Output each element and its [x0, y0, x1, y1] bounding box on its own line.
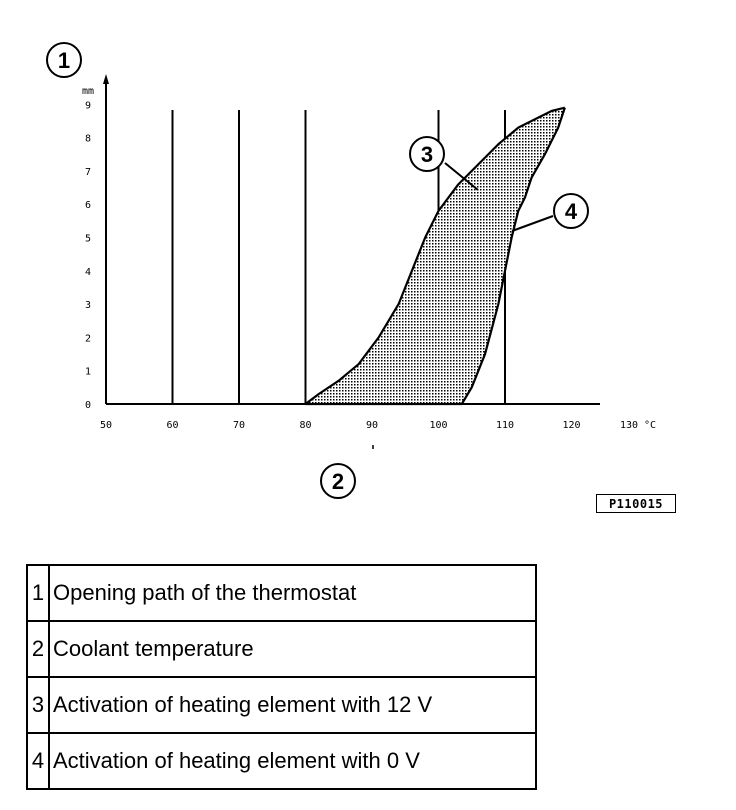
legend-row — [27, 677, 536, 733]
svg-text:1: 1 — [57, 48, 71, 73]
x-tick-label: 120 — [562, 420, 581, 431]
figure-id: P110015 — [596, 494, 676, 513]
x-tick-label: 70 — [232, 420, 246, 431]
x-tick-label: 130 °C — [619, 420, 657, 431]
x-tick-label: 110 — [495, 420, 515, 431]
y-tick-label: 7 — [84, 166, 92, 178]
callout-1 — [47, 43, 81, 77]
y-tick-label: 4 — [84, 266, 92, 278]
legend-text: Coolant temperature — [49, 621, 536, 677]
y-axis-arrow — [103, 74, 109, 84]
x-tick-label: 100 — [429, 420, 448, 431]
x-tick-label: 60 — [166, 420, 179, 431]
legend-num: 4 — [27, 733, 49, 789]
legend-table — [26, 564, 537, 790]
legend-num: 1 — [27, 565, 49, 621]
svg-text:2: 2 — [331, 469, 345, 494]
svg-text:4: 4 — [564, 199, 578, 224]
x-tick-label: 80 — [299, 420, 312, 431]
y-tick-label: 5 — [84, 233, 92, 245]
legend-text: Activation of heating element with 12 V — [49, 677, 536, 733]
y-tick-label: 6 — [84, 200, 92, 212]
callout-2 — [321, 464, 355, 498]
y-tick-label: 8 — [84, 133, 92, 145]
y-unit-label: mm — [82, 86, 95, 97]
svg-text:3: 3 — [420, 142, 434, 167]
y-tick-label: 2 — [84, 333, 92, 345]
x-tick-label: 90 — [365, 420, 379, 431]
y-tick-label: 3 — [84, 300, 92, 312]
callout-3 — [410, 137, 478, 190]
y-tick-labels — [85, 100, 91, 411]
legend-num: 3 — [27, 677, 49, 733]
y-tick-label: 0 — [84, 400, 92, 411]
legend-text: Activation of heating element with 0 V — [49, 733, 536, 789]
x-tick-label: 50 — [99, 420, 113, 431]
y-tick-label: 9 — [84, 100, 92, 112]
legend-row — [27, 733, 536, 789]
legend-row — [27, 565, 536, 621]
x-tick-labels — [100, 420, 656, 431]
legend-row — [27, 621, 536, 677]
legend-num: 2 — [27, 621, 49, 677]
y-tick-label: 1 — [84, 366, 92, 378]
legend-text: Opening path of the thermostat — [49, 565, 536, 621]
